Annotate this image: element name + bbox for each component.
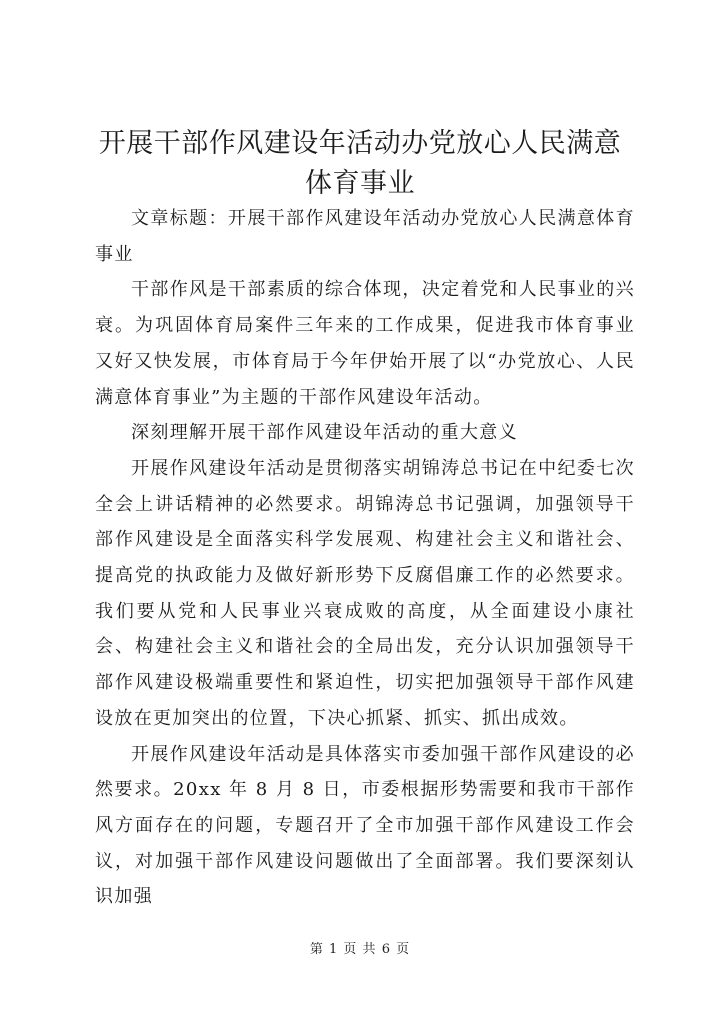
article-title-line: 文章标题：开展干部作风建设年活动办党放心人民满意体育事业 [95,208,635,265]
body-paragraph: 开展作风建设年活动是具体落实市委加强干部作风建设的必然要求。20xx 年 8 月 8 日，市委根据形势需要和我市干部作风方面存在的问题，专题召开了全市加强干部作风建设工作会议，对加强干部作风建设问题做出了全面部署。我们要深刻认识加强 [95,743,635,908]
page-number: 第 1 页 共 6 页 [309,942,411,957]
document-body [95,201,635,915]
section-heading: 深刻理解开展干部作风建设年活动的重大意义 [131,422,518,444]
document-title: 开展干部作风建设年活动办党放心人民满意体育事业 [98,128,622,199]
intro-paragraph: 干部作风是干部素质的综合体现，决定着党和人民事业的兴衰。为巩固体育局案件三年来的工作成果，促进我市体育事业又好又快发展，市体育局于今年伊始开展了以“办党放心、人民满意体育事业”为主题的干部作风建设年活动。 [95,279,635,408]
body-paragraph: 开展作风建设年活动是贯彻落实胡锦涛总书记在中纪委七次全会上讲话精神的必然要求。胡锦涛总书记强调，加强领导干部作风建设是全面落实科学发展观、构建社会主义和谐社会、提高党的执政能力及做好新形势下反腐倡廉工作的必然要求。我们要从党和人民事业兴衰成败的高度，从全面建设小康社会、构建社会主义和谐社会的全局出发，充分认识加强领导干部作风建设极端重要性和紧迫性，切实把加强领导干部作风建设放在更加突出的位置，下决心抓紧、抓实、抓出成效。 [95,457,635,729]
